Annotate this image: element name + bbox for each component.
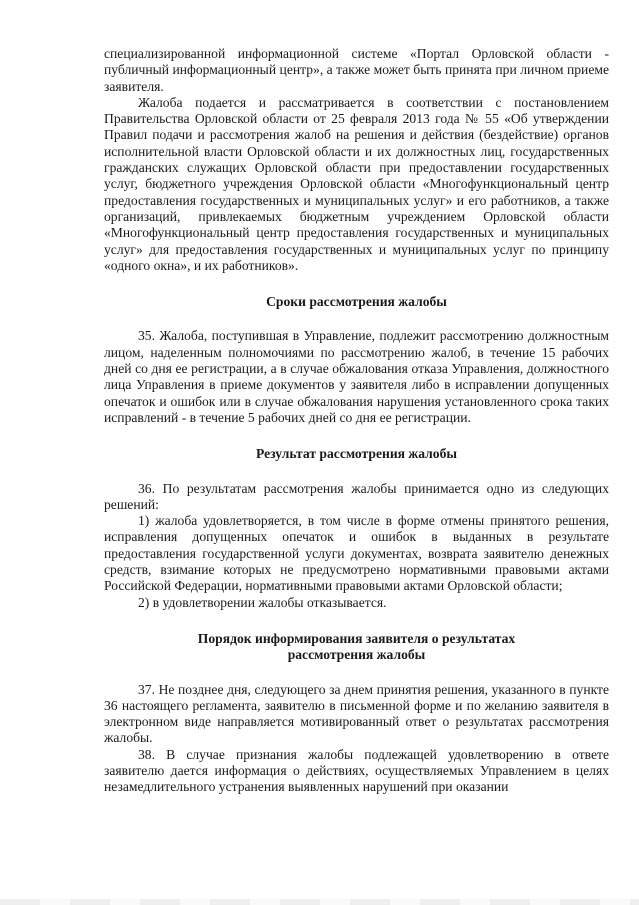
heading-inform-line-2: рассмотрения жалобы (287, 647, 426, 663)
paragraph-complaint-basis: Жалоба подается и рассматривается в соответствии с постановлением Правительства Орловской области от 25 февраля 2013 года № 55 «Об утверждении Правил подачи и рассмотрения жалоб на решения и действия (бездействие) органов исполнительной власти Орловской области и их должностных лиц, государственных гражданских служащих Орловской области при предоставлении государственных услуг, бюджетного учреждения Орловской области «Многофункциональный центр предоставления государственных и муниципальных услуг» и его работников, а также организаций, привлекаемых бюджетным учреждением Орловской области «Многофункциональный центр предоставления государственных и муниципальных услуг» для предоставления государственных и муниципальных услуг по принципу «одного окна», и их работников». (104, 94, 609, 273)
paragraph-37: 37. Не позднее дня, следующего за днем принятия решения, указанного в пункте 36 настоящего регламента, заявителю в письменной форме и по желанию заявителя в электронном виде направляется мотивированный ответ о результатах рассмотрения жалобы. (104, 681, 609, 746)
heading-review-terms: Сроки рассмотрения жалобы (266, 294, 447, 310)
paragraph-38: 38. В случае признания жалобы подлежащей удовлетворению в ответе заявителю дается информация о действиях, осуществляемых Управлением в целях незамедлительного устранения выявленных нарушений при оказании (104, 746, 609, 795)
paragraph-36-item-1: 1) жалоба удовлетворяется, в том числе в форме отмены принятого решения, исправления допущенных опечаток и ошибок в выданных в результате предоставления государственной услуги документах, возврата заявителю денежных средств, взимание которых не предусмотрено нормативными правовыми актами Российской Федерации, нормативными правовыми актами Орловской области; (104, 513, 609, 594)
heading-inform-line-1: Порядок информирования заявителя о результатах (197, 630, 516, 646)
paragraph-portal: специализированной информационной системе «Портал Орловской области - публичный информационный центр», а также может быть принята при личном приеме заявителя. (104, 46, 609, 94)
paragraph-36-item-2: 2) в удовлетворении жалобы отказывается. (138, 594, 387, 610)
paragraph-35: 35. Жалоба, поступившая в Управление, подлежит рассмотрению должностным лицом, наделенным полномочиями по рассмотрению жалоб, в течение 15 рабочих дней со дня ее регистрации, а в случае обжалования отказа Управления, должностного лица Управления в приеме документов у заявителя либо в исправлении допущенных опечаток и ошибок или в случае обжалования нарушения установленного срока таких исправлений - в течение 5 рабочих дней со дня ее регистрации. (104, 328, 609, 425)
paragraph-36: 36. По результатам рассмотрения жалобы принимается одно из следующих решений: (104, 480, 609, 512)
scan-bottom-edge (0, 899, 639, 905)
heading-inform-procedure (104, 631, 609, 664)
heading-review-result: Результат рассмотрения жалобы (255, 446, 458, 462)
